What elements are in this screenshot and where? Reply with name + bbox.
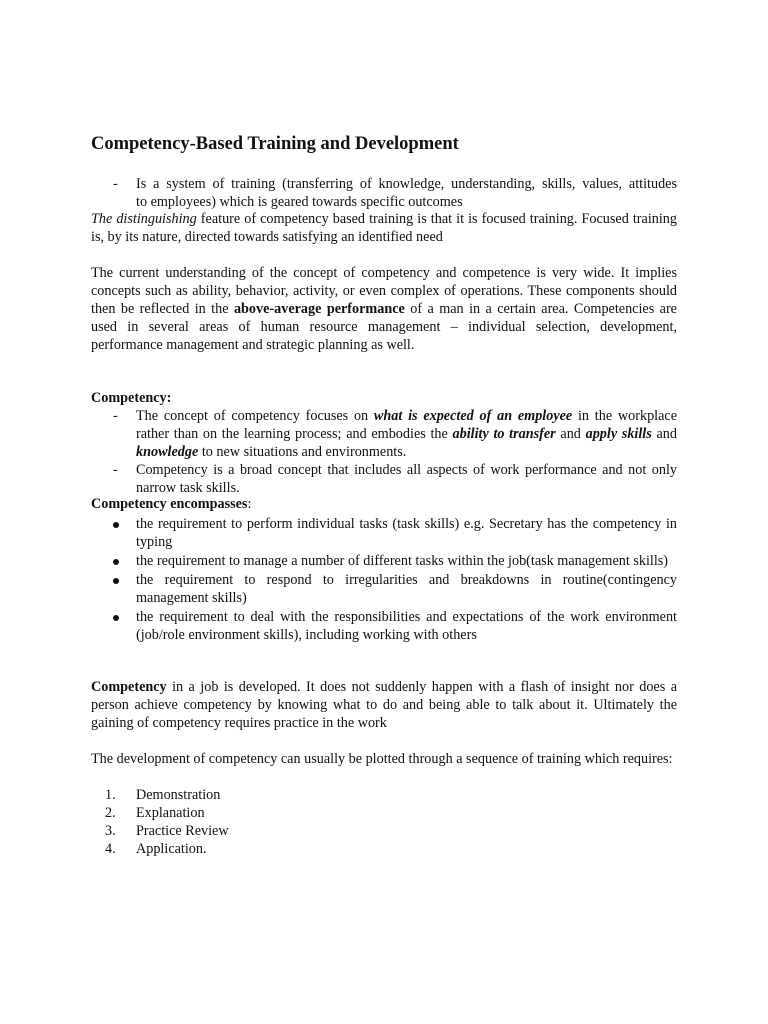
development-paragraph — [91, 678, 677, 732]
intro-italic-phrase: The distinguishing — [91, 211, 197, 227]
step-label: Explanation — [136, 805, 205, 821]
encompasses-colon: : — [247, 496, 252, 512]
understanding-text-1: The current understanding of the concept of competency and competence is very wide. It implies concepts such as ability, behavior, activity, or even complex of operations. These components should then be reflected in the — [91, 265, 677, 317]
encompasses-list — [91, 515, 677, 644]
encompasses-item — [91, 515, 677, 551]
competency-heading: Competency: — [91, 390, 172, 406]
encompasses-item — [91, 571, 677, 607]
bullet-dot — [113, 515, 119, 533]
encompasses-item-text: the requirement to manage a number of different tasks within the job(task management skills) — [136, 553, 669, 569]
development-text: in a job is developed. It does not suddenly happen with a flash of insight nor does a person achieve competency by knowing what to do and being able to talk about it. Ultimately the gaining of competency requires practice in the work — [91, 679, 677, 731]
encompasses-item — [91, 608, 677, 644]
encompasses-item-text: the requirement to perform individual tasks (task skills) e.g. Secretary has the competency in typing — [136, 516, 677, 550]
dash-marker: - — [113, 176, 118, 192]
bullet-dot — [113, 552, 119, 570]
step-label: Practice Review — [136, 823, 229, 839]
understanding-bold-phrase: above-average performance — [233, 301, 405, 317]
step-number: 2. — [105, 805, 116, 821]
encompasses-item — [91, 552, 677, 570]
intro-line-1: Is a system of training (transferring of knowledge, understanding, skills, values, attitudes — [136, 176, 677, 192]
sequence-paragraph: The development of competency can usually be plotted through a sequence of training which requires: — [91, 751, 673, 767]
page-title: Competency-Based Training and Development — [91, 134, 459, 154]
intro-paragraph — [91, 210, 677, 246]
intro-line-2: to employees) which is geared towards specific outcomes — [136, 194, 463, 210]
encompasses-item-text: the requirement to respond to irregularities and breakdowns in routine(contingency management skills) — [136, 572, 677, 606]
item1-emphasis-4: knowledge — [136, 444, 199, 460]
understanding-paragraph — [91, 264, 677, 354]
development-bold-word: Competency — [91, 679, 167, 695]
competency-list — [91, 407, 677, 497]
competency-item-1 — [91, 407, 677, 461]
intro-dash-item — [91, 175, 677, 211]
step-item — [91, 822, 677, 840]
understanding-text-2: of a man in a certain area. Competencies are used in several areas of human resource management – individual selection, development, performance management and strategic planning as well. — [91, 301, 677, 353]
encompasses-item-text: the requirement to deal with the responsibilities and expectations of the work environment (job/role environment skills), including working with others — [136, 609, 677, 643]
item1-text-2: in the workplace rather than on the learning process; and embodies the — [136, 408, 677, 442]
step-item — [91, 840, 677, 858]
step-label: Demonstration — [136, 787, 221, 803]
dash-marker: - — [113, 408, 118, 424]
bullet-dot — [113, 571, 119, 589]
item1-text-1: The concept of competency focuses on — [136, 408, 374, 424]
item1-emphasis-2: ability to transfer — [452, 426, 556, 442]
item1-emphasis-1: what is expected of an employee — [373, 408, 573, 424]
step-number: 1. — [105, 787, 116, 803]
dash-marker: - — [113, 462, 118, 478]
item1-text-5: to new situations and environments. — [198, 444, 407, 460]
item1-emphasis-3: apply skills — [585, 426, 652, 442]
item1-text-3: and — [555, 426, 586, 442]
step-item — [91, 804, 677, 822]
item2-text: Competency is a broad concept that includes all aspects of work performance and not only narrow task skills. — [136, 462, 677, 496]
item1-text-4: and — [651, 426, 677, 442]
step-label: Application. — [136, 841, 207, 857]
competency-item-2 — [91, 461, 677, 497]
step-number: 4. — [105, 841, 116, 857]
intro-paragraph-text: feature of competency based training is that it is focused training. Focused training is, by its nature, directed towards satisfying an identified need — [91, 211, 677, 245]
encompasses-heading — [91, 495, 677, 513]
steps-list — [91, 786, 677, 858]
bullet-dot — [113, 608, 119, 626]
encompasses-heading-text: Competency encompasses — [91, 496, 248, 512]
step-item — [91, 786, 677, 804]
step-number: 3. — [105, 823, 116, 839]
